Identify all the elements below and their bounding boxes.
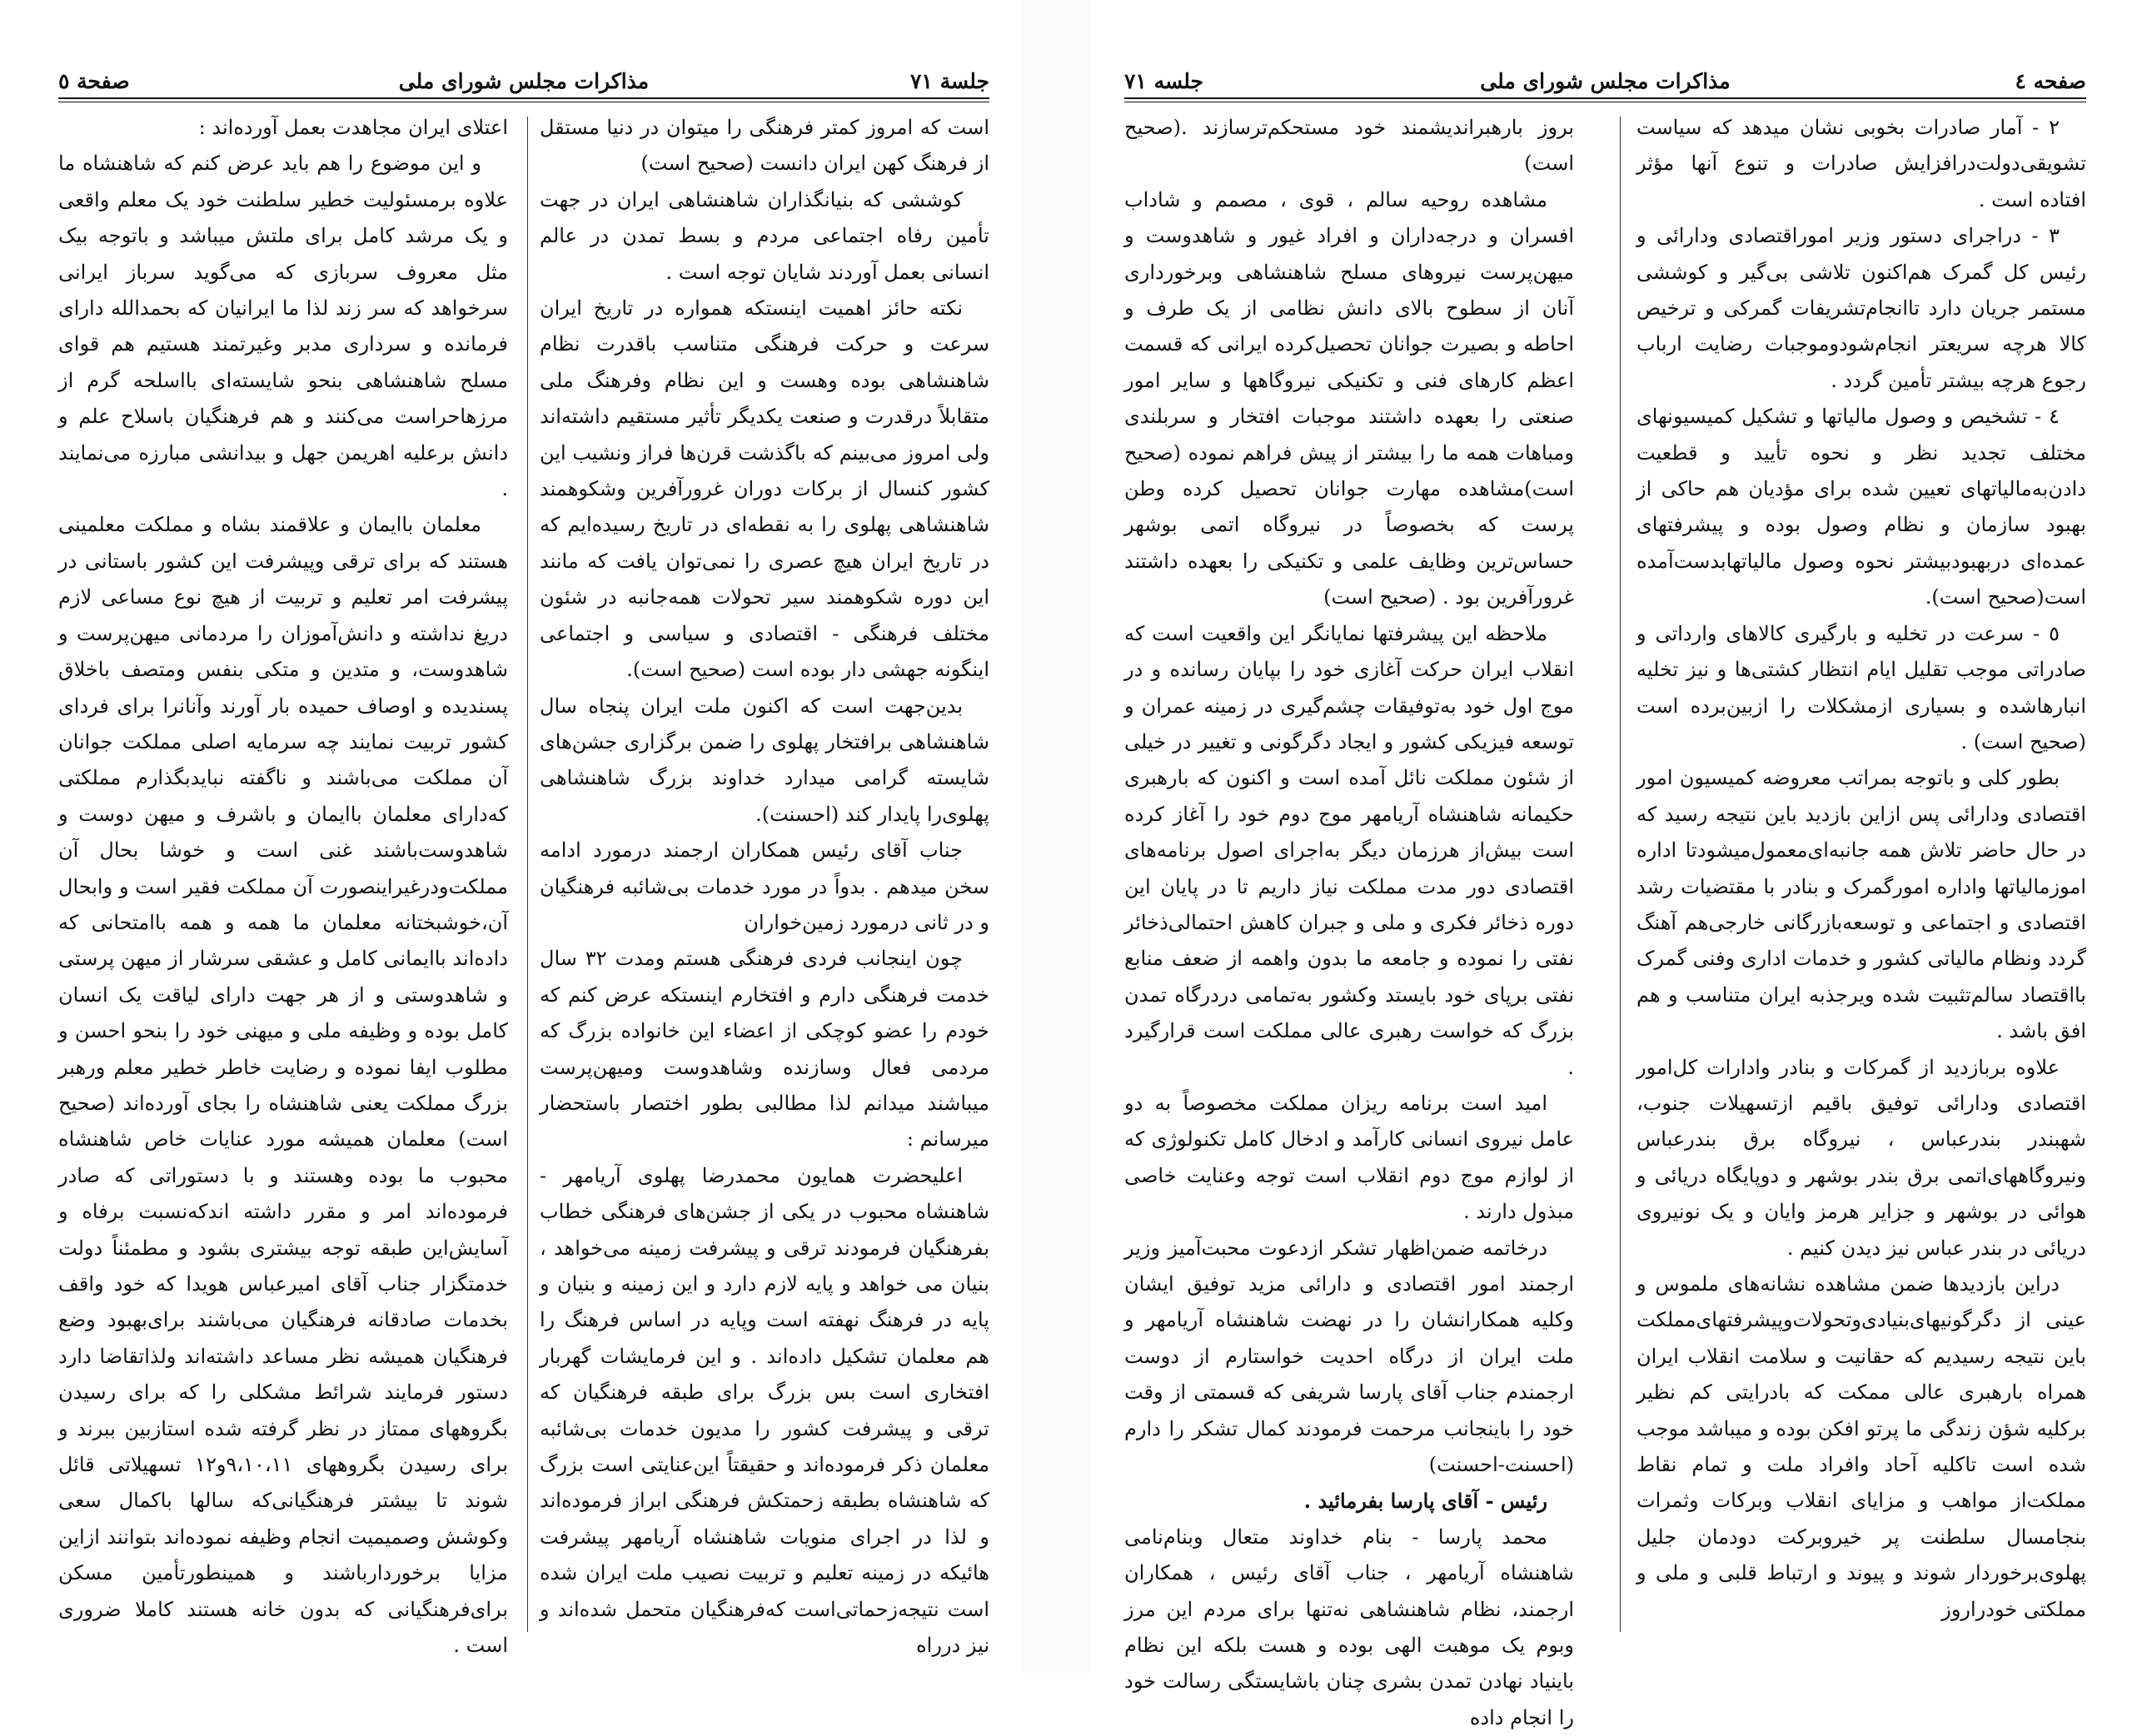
paragraph: اعلیحضرت همایون محمدرضا پهلوی آریامهر - شاهنشاه محبوب در یکی از جشن‌های فرهنگی خطاب بفرهنگیان فرمودند ترقی و پیشرفت زمینه می‌خواهد ، بنیان می خواهد و پایه لازم دارد و این زمینه و بنیان و پایه در فرهنگ نهفته است وپایه در اساس فرهنگ را هم معلمان تشکیل داده‌اند . و این فرمایشات گهربار افتخاری است بس بزرگ برای طبقه فرهنگیان که ترقی و پیشرفت کشور را مدیون خدمات بی‌شائبه معلمان ذکر فرموده‌اند و حقیقتاً این‌عنایتی است بزرگ که شاهنشاه بطبقه زحمتکش فرهنگی ابراز فرموده‌اند و لذا در اجرای منویات شاهنشاه آریامهر پیشرفت هائیکه در زمینه تعلیم و تربیت نصیب ملت ایران شده است نتیجه‌زحماتی‌است که‌فرهنگیان متحمل شده‌اند و نیز درراه: [540, 1163, 989, 1658]
column-divider: [527, 117, 528, 1632]
paragraph: معلمان باایمان و علاقمند بشاه و مملکت معلمینی هستند که برای ترقی وپیشرفت این کشور باستانی در پیشرفت امر تعلیم و تربیت از هیچ نوع مساعی لازم دریغ نداشته و دانش‌آموزان را مردمانی میهن‌پرست و شاهدوست، و متدین و متکی بنفس ومتصف باخلاق پسندیده و اوصاف حمیده بار آورند وآنانرا برای فردای کشور تربیت نمایند چه سرمایه اصلی مملکت جوانان آن مملکت می‌باشند و ناگفته نبایدبگذارم مملکتی که‌دارای معلمان باایمان و باشرف و میهن دوست و شاهدوست‌باشند غنی است و خوشا بحال آن مملکت‌ودرغیراینصورت آن مملکت فقیر است و وابحال آن،خوشبختانه معلمان ما همه و همه باامتحانی که داده‌اند باایمانی کامل و عشقی سرشار از میهن پرستی و شاهدوستی و از هر جهت دارای لیاقت یک انسان کامل بوده و وظیفه ملی و میهنی خود را بنحو احسن و مطلوب ایفا نموده و رضایت خاطر خطیر معلم ورهبر بزرگ مملکت یعنی شاهنشاه را بجای آورده‌اند (صحیح است) معلمان همیشه مورد عنایات خاص شاهنشاه محبوب ما بوده وهستند و با دستوراتی که صادر فرموده‌اند امر و مقرر داشته اندکه‌نسبت برفاه و آسایش‌این طبقه توجه بیشتری بشود و مطمئناً دولت خدمتگزار جناب آقای امیرعباس هویدا که خود واقف بخدمات صادقانه فرهنگیان می‌باشند برای‌بهبود وضع فرهنگیان همیشه نظر مساعد داشته‌اند ولذاتقاضا دارد دستور فرمایند شرائط مشکلی را که برای رسیدن بگروههای ممتاز در نظر گرفته شده استازبین ببرند و برای رسیدن بگروههای ۹،۱۰،۱۱و۱۲ تسهیلاتی قائل شوند تا بیشتر فرهنگیانی‌که سالها باکمال سعی وکوشش وصمیمیت انجام وظیفه نموده‌اند بتوانند ازاین مزایا برخوردارباشند و همینطورتأمین مسکن برای‌فرهنگیانی که بدون خانه هستند کاملا ضروری است .: [58, 513, 508, 1658]
paragraph: امید است برنامه ریزان مملکت مخصوصاً به دو عامل نیروی انسانی کارآمد و ادخال کامل تکنولوژی که از لوازم موج دوم انقلاب است توجه وعنایت خاصی مبذول دارند .: [1124, 1091, 1574, 1224]
page-4: [1091, 0, 2132, 1729]
page-number: صفحة ٥: [58, 69, 130, 93]
page-number: صفحه ٤: [2015, 69, 2086, 93]
paragraph: درخاتمه ضمن‌اظهار تشکر ازدعوت محبت‌آمیز وزیر ارجمند امور اقتصادی و دارائی مزید توفیق ایشان وکلیه همکارانشان را در نهضت شاهنشاه آریامهر و ملت ایران از درگاه احدیت خواستارم از دوست ارجمندم جناب آقای پارسا شریفی که قسمتی از وقت خود را باینجانب مرحمت فرمودند کمال تشکر را دارم (احسنت-احسنت): [1124, 1236, 1574, 1477]
column-right: [540, 110, 989, 1658]
paragraph: ٣ - دراجرای دستور وزیر اموراقتصادی ودارائی و رئیس کل گمرک هم‌اکنون تلاشی بی‌گیر و کوششی مستمر جریان دارد تاانجام‌تشریفات گمرکی و ترخیص کالا هرچه سریعتر انجام‌شودوموجبات رضایت ارباب رجوع هرچه بیشتر تأمین گردد .: [1636, 224, 2086, 392]
paragraph: اعتلای ایران مجاهدت بعمل آورده‌اند :: [198, 116, 508, 139]
paragraph: محمد پارسا - بنام خداوند متعال وبنام‌نامی شاهنشاه آریامهر ، جناب آقای رئیس ، همکاران ارجمند، نظام شاهنشاهی نه‌تنها برای مردم این مرز وبوم یک موهبت الهی بوده و هست بلکه این نظام باینیاد نهادن تمدن بشری چنان باشایستگی رسالت خود را انجام داده: [1124, 1525, 1574, 1729]
paragraph: بروز بارهبراندیشمند خود مستحکم‌ترسازند .(صحیح است): [1124, 116, 1574, 176]
page-5: [0, 0, 1023, 1673]
page-header: [1124, 67, 2086, 100]
page-header: [58, 67, 989, 100]
column-divider: [1620, 117, 1621, 1632]
book-gutter: [1023, 0, 1091, 1673]
paragraph: بطور کلی و باتوجه بمراتب معروضه کمیسیون امور اقتصادی ودارائی پس ازاین بازدید باین نتیجه رسید که در حال حاضر تلاش همه جانبه‌ای‌معمول‌میشودتا اداره اموزمالیاتها واداره امورگمرک و بنادر با مقتضیات رشد اقتصادی و اجتماعی و توسعه‌بازرگانی خارجی‌هم آهنگ گردد ونظام مالیاتی کشور و خدمات اداری وفنی گمرک بااقتصاد سالم‌تثبیت شده ویرجذبه ایران متناسب و هم افق باشد .: [1636, 766, 2086, 1043]
column-left: [1124, 110, 1574, 1729]
paragraph: ٤ - تشخیص و وصول مالیاتها و تشکیل کمیسیونهای مختلف تجدید نظر و نحوه تأیید و قطعیت دادن‌به‌مالیاتهای تعیین شده برای مؤدیان هم حاکی از بهبود سازمان و نظام وصول بوده و پیشرفتهای عمده‌ای دربهبودبیشتر نحوه وصول مالیاتهابدست‌آمده است(صحیح است).: [1636, 405, 2086, 609]
paragraph: چون اینجانب فردی فرهنگی هستم ومدت ۳۲ سال خدمت فرهنگی دارم و افتخارم اینستکه عرض کنم که خودم را عضو کوچکی از اعضاء این خانواده بزرگ که مردمی فعال وسازنده وشاهدوست ومیهن‌پرست میباشند میدانم لذا مطالبی بطور اختصار باستحضار میرسانم :: [540, 947, 989, 1152]
paragraph: نکته حائز اهمیت اینستکه همواره در تاریخ ایران سرعت و حرکت فرهنگی متناسب باقدرت نظام شاهنشاهی بوده وهست و این نظام وفرهنگ ملی متقابلاً درقدرت و صنعت یکدیگر تأثیر مستقیم داشته‌اند ولی امروز می‌بینم که باگذشت قرن‌ها فراز ونشیب این کشور کنسال از برکات دوران غرورآفرین وشکوهمند شاهنشاهی پهلوی را به نقطه‌ای در تاریخ رسیده‌ایم که در تاریخ ایران هیچ عصری را نمی‌توان یافت که مانند این دوره شکوهمند سیر تحولات همه‌جانبه در شئون مختلف فرهنگی - اقتصادی و سیاسی و اجتماعی اینگونه جهشی دار بوده است (صحیح است).: [540, 296, 989, 682]
session-label: جلسه ٧١: [1124, 69, 1203, 93]
column-left: [58, 110, 508, 1658]
paragraph: و این موضوع را هم باید عرض کنم که شاهنشاه ما علاوه برمسئولیت خطیر سلطنت خود یک معلم واقعی و یک مرشد کامل برای ملتش میباشد و باتوجه بیک مثل معروف سربازی که می‌گوید سرباز ایرانی سرخواهد که سر زند لذا ما ایرانیان که بحمدالله دارای فرمانده و سرداری مدبر وغیرتمند هستیم هم قوای مسلح شاهنشاهی بنحو شایسته‌ای بااسلحه گرم از مرزهاحراست می‌کنند و هم فرهنگیان باسلاح علم و دانش برعلیه اهریمن جهل و بیدانشی مبارزه می‌نمایند .: [58, 152, 508, 501]
speaker-line: رئیس - آقای پارسا بفرمائید .: [1303, 1489, 1547, 1514]
paragraph: علاوه بربازدید از گمرکات و بنادر وادارات کل‌امور اقتصادی ودارائی توفیق باقیم ازتسهیلات جنوب، شهبندر بندرعباس ، نیروگاه برق بندرعباس ونیروگاههای‌اتمی برق بندر بوشهر و دوپایگاه دریائی و هوائی در بوشهر و جزایر هرمز وایان و یک نونیروی دریائی در بندر عباس نیز دیدن کنیم .: [1636, 1055, 2086, 1260]
paragraph: ٥ - سرعت در تخلیه و بارگیری کالاهای وارداتی و صادراتی موجب تقلیل ایام انتظار کشتی‌ها و نیز تخلیه انبارهاشده و بسیاری ازمشکلات را ازبین‌برده است (صحیح است) .: [1636, 621, 2086, 754]
paragraph: است که امروز کمتر فرهنگی را میتوان در دنیا مستقل از فرهنگ کهن ایران دانست (صحیح است): [540, 116, 989, 176]
journal-title: مذاکرات مجلس شورای ملی: [398, 69, 650, 93]
header-rule: [58, 97, 989, 99]
paragraph: دراین بازدیدها ضمن مشاهده نشانه‌های ملموس و عینی از دگرگونیهای‌بنیادی‌وتحولات‌وپیشرفتهای‌مملکت باین نتیجه رسیدیم که حقانیت و سلامت انقلاب ایران همراه بارهبری عالی ممکت که بادرایتی کم نظیر برکلیه شؤن زندگی ما پرتو افکن بوده و میباشد موجب شده است تاکلیه آحاد وافراد ملت و تمام نقاط مملکت‌از مواهب و مزایای انقلاب وبرکات وثمرات بنجامسال سلطنت پر خیروبرکت دودمان جلیل پهلوی‌برخوردار شوند و پیوند و ارتباط قلبی و ملی و مملکتی خودراروز: [1636, 1272, 2086, 1621]
paragraph: ملاحظه این پیشرفتها نمایانگر این واقعیت است که انقلاب ایران حرکت آغازی خود را بپایان رسانده و در موج اول خود به‌توفیقات چشم‌گیری در زمینه عمران و توسعه فیزیکی کشور و ایجاد دگرگونی و تغییر در خیلی از شئون مملکت نائل آمده است و اکنون که بارهبری حکیمانه شاهنشاه آریامهر موج دوم خود را آغاز کرده است بیش‌از هرزمان دیگر به‌اجرای اصول برنامه‌های اقتصادی دور مدت مملکت نیاز داریم تا در پایان این دوره ذخائر فکری و ملی و جبران کاهش احتمالی‌ذخائر نفتی را نموده و جامعه ما بدون واهمه از ضعف منابع نفتی برپای خود بایستد وکشور به‌تمامی دردرگاه تمدن بزرگ که خواست رهبری عالی مملکت است قرارگیرد .: [1124, 621, 1574, 1079]
paragraph: بدین‌جهت است که اکنون ملت ایران پنجاه سال شاهنشاهی برافتخار پهلوی را ضمن برگزاری جشن‌های شایسته گرامی میدارد خداوند بزرگ شاهنشاهی پهلوی‌را پایدار کند (احسنت).: [540, 694, 989, 826]
header-rule: [1124, 97, 2086, 99]
journal-title: مذاکرات مجلس شورای ملی: [1480, 69, 1731, 93]
paragraph: کوششی که بنیانگذاران شاهنشاهی ایران در جهت تأمین رفاه اجتماعی مردم و بسط تمدن در عالم انسانی بعمل آوردند شایان توجه است .: [540, 187, 989, 284]
column-right: [1636, 110, 2086, 1642]
paragraph: ٢ - آمار صادرات بخوبی نشان میدهد که سیاست تشویقی‌دولت‌درافزایش صادرات و تنوع آنها مؤثر افتاده است .: [1636, 116, 2086, 211]
paragraph: مشاهده روحیه سالم ، قوی ، مصمم و شاداب افسران و درجه‌داران و افراد غیور و شاهدوست و میهن‌پرست نیروهای مسلح شاهنشاهی وبرخورداری آنان از سطوح بالای دانش نظامی از یک طرف و احاطه و بصیرت جوانان تحصیل‌کرده ایرانی که قسمت اعظم کارهای فنی و تکنیکی نیروگاهها و سایر امور صنعتی را بعهده داشتند موجبات افتخار و سربلندی ومباهات همه ما را بیشتر از پیش فراهم نموده (صحیح است)مشاهده مهارت جوانان تحصیل کرده وطن پرست که بخصوصاً در نیروگاه اتمی بوشهر حساس‌ترین وظایف علمی و تکنیکی را بعهده داشتند غرورآفرین بود . (صحیح است): [1124, 187, 1574, 609]
paragraph: جناب آقای رئیس همکاران ارجمند درمورد ادامه سخن میدهم . بدواً در مورد خدمات بی‌شائبه فرهنگیان و در ثانی درمورد زمین‌خواران: [540, 838, 989, 934]
session-label: جلسة ٧١: [910, 69, 989, 93]
